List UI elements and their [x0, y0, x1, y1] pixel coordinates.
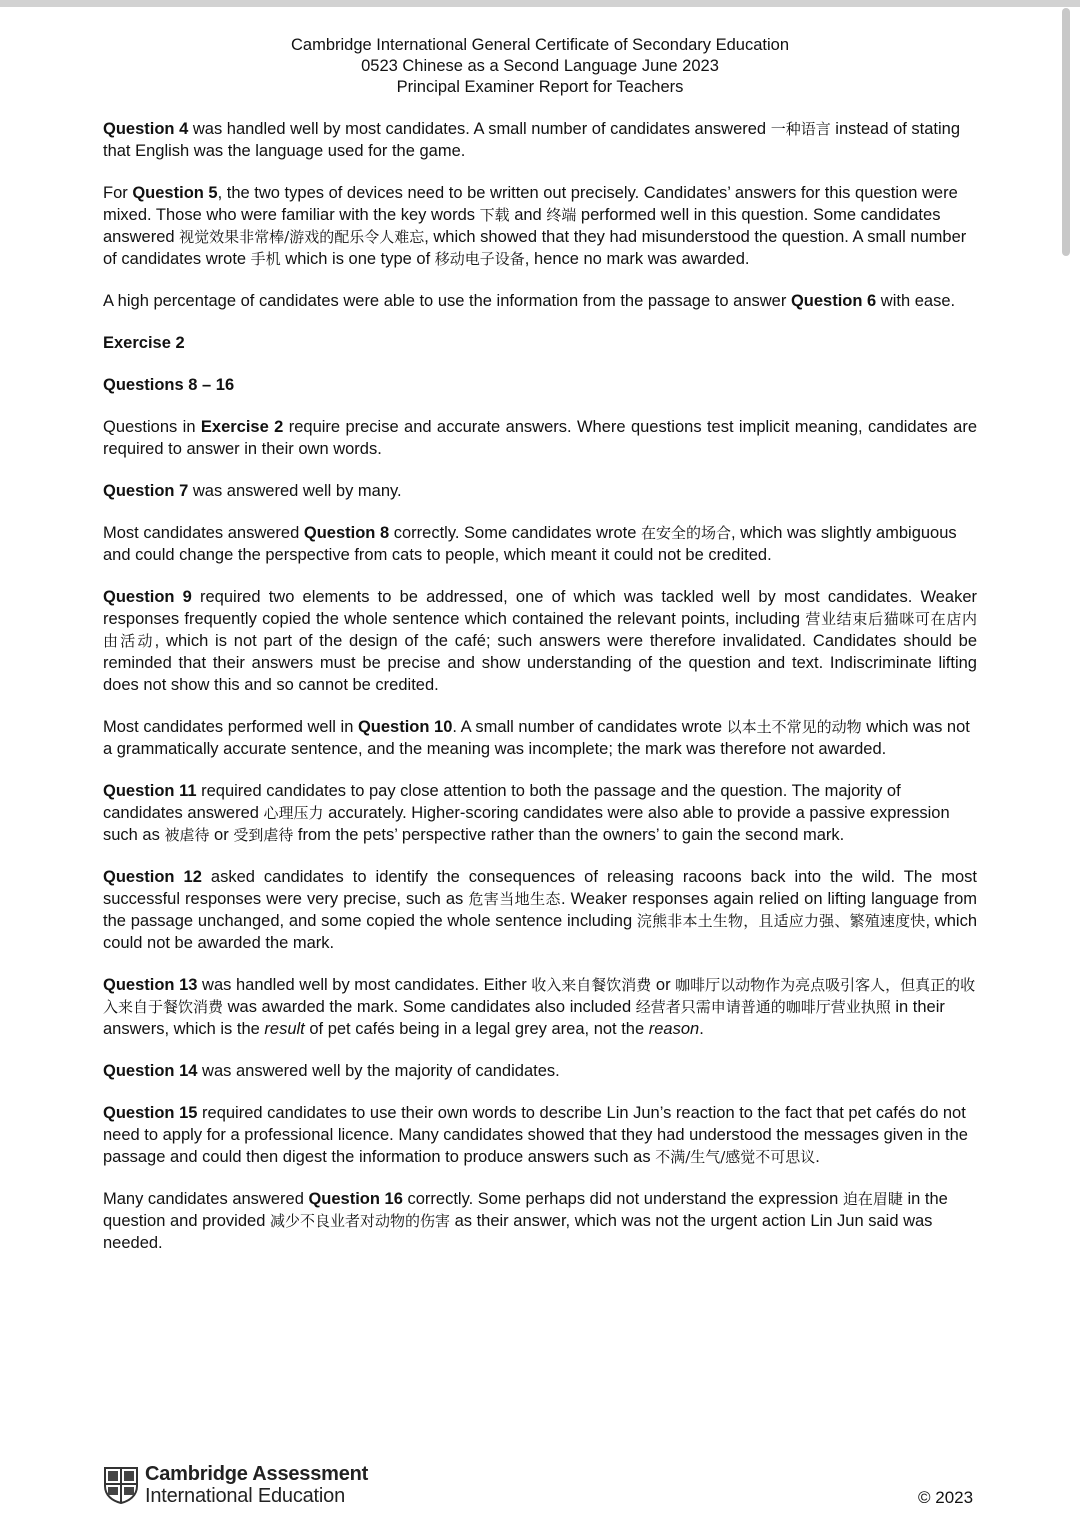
question-ref: Question 8 [303, 524, 390, 542]
paragraph-question-6 [103, 290, 977, 312]
text: required two elements to be addressed, one of which was tackled well by most candidates. Weaker responses frequently copied the whole sentence which contained the relevant points, including [103, 588, 977, 628]
text: instead of stating that English was the language used for the game. [103, 120, 961, 160]
paragraph-question-7 [103, 480, 977, 502]
text: For [103, 184, 133, 202]
copyright-notice: © 2023 [918, 1488, 974, 1507]
question-ref: Question 11 [103, 782, 197, 800]
top-toolbar-strip [0, 0, 1080, 7]
paragraph-question-8 [103, 522, 977, 566]
emphasis-text: result [264, 1020, 305, 1038]
chinese-text: 受到虐待 [233, 826, 294, 844]
chinese-text: 减少不良业者对动物的伤害 [269, 1212, 450, 1230]
text: required candidates to pay close attention to both the passage and the question. The majority of candidates answered [103, 782, 901, 822]
text: from the pets’ perspective rather than the owners’ to gain the second mark. [293, 826, 845, 844]
text: was handled well by most candidates. Either [197, 976, 532, 994]
text: Many candidates answered [103, 1190, 309, 1208]
text: or [651, 976, 676, 994]
header-line-3: Principal Examiner Report for Teachers [396, 78, 684, 96]
cambridge-logo [103, 1463, 368, 1507]
chinese-text: 迫在眉睫 [842, 1190, 903, 1208]
text: , hence no mark was awarded. [524, 250, 750, 268]
text: , which is not part of the design of the café; such answers were therefore invalidated. Candidates should be reminded that their answers must be precise and show understanding of the question and text. Indiscriminate lifting does not show this and so cannot be credited. [103, 632, 977, 694]
chinese-text: 不满/生气/感觉不可思议 [655, 1148, 816, 1166]
logo-line-1: Cambridge Assessment [145, 1463, 369, 1485]
text: . [699, 1020, 704, 1038]
text: required candidates to use their own words to describe Lin Jun’s reaction to the fact that pet cafés do not need to apply for a professional licence. Many candidates showed that they had understood the messages given in the passage and could then digest the information to produce answers such as [103, 1104, 968, 1166]
crest-icon [103, 1466, 139, 1504]
chinese-text: 终端 [546, 206, 577, 224]
text: correctly. Some candidates wrote [389, 524, 642, 542]
heading-exercise-2: Exercise 2 [103, 334, 185, 352]
text: Questions in [103, 418, 201, 436]
paragraph-question-12 [103, 866, 977, 954]
text: was awarded the mark. Some candidates also included [223, 998, 636, 1016]
header-line-2: 0523 Chinese as a Second Language June 2023 [361, 57, 719, 75]
text: correctly. Some perhaps did not understand the expression [402, 1190, 843, 1208]
question-ref: Question 6 [790, 292, 877, 310]
text: , which could not be awarded the mark. [103, 912, 977, 952]
text: was answered well by many. [188, 482, 402, 500]
chinese-text: 收入来自餐饮消费 [531, 976, 652, 994]
text: . A small number of candidates wrote [452, 718, 727, 736]
paragraph-question-13 [103, 974, 977, 1040]
question-ref: Question 12 [103, 868, 202, 886]
text: , which showed that they had misunderstood the question. A small number of candidates wrote [103, 228, 967, 268]
page-header [0, 35, 1080, 98]
paragraph-question-9 [103, 586, 977, 696]
question-ref: Question 4 [103, 120, 189, 138]
text: as their answer, which was not the urgent action Lin Jun said was needed. [103, 1212, 933, 1252]
chinese-text: 经营者只需申请普通的咖啡厅营业执照 [635, 998, 891, 1016]
text: was handled well by most candidates. A small number of candidates answered [188, 120, 771, 138]
text: , the two types of devices need to be written out precisely. Candidates’ answers for this question were mixed. Those who were familiar with the key words [103, 184, 958, 224]
paragraph-question-15 [103, 1102, 977, 1168]
paragraph-question-11 [103, 780, 977, 846]
chinese-text: 下载 [479, 206, 510, 224]
text: A high percentage of candidates were able to use the information from the passage to answer [103, 292, 791, 310]
logo-line-2: International Education [145, 1485, 345, 1507]
text: and [509, 206, 547, 224]
text: with ease. [876, 292, 956, 310]
paragraph-question-4 [103, 118, 977, 162]
text: asked candidates to identify the consequences of releasing racoons back into the wild. The most successful responses were very precise, such as [103, 868, 977, 908]
text: in their answers, which is the [103, 998, 945, 1038]
question-ref: Question 7 [103, 482, 189, 500]
text: . [815, 1148, 820, 1166]
chinese-text: 一种语言 [770, 120, 831, 138]
text: , which was slightly ambiguous and could change the perspective from cats to people, which meant it could not be credited. [103, 524, 957, 564]
chinese-text: 手机 [250, 250, 281, 268]
chinese-text: 营业结束后猫咪可在店内由活动 [103, 610, 977, 650]
exercise-ref: Exercise 2 [200, 418, 284, 436]
question-ref: Question 13 [103, 976, 198, 994]
paragraph-question-14 [103, 1060, 977, 1082]
question-ref: Question 5 [132, 184, 218, 202]
question-ref: Question 9 [103, 588, 192, 606]
text: Most candidates performed well in [103, 718, 358, 736]
text: performed well in this question. Some candidates answered [103, 206, 941, 246]
text: require precise and accurate answers. Where questions test implicit meaning, candidates are required to answer in their own words. [103, 418, 977, 458]
question-ref: Question 14 [103, 1062, 198, 1080]
text: . Weaker responses again relied on lifting language from the passage unchanged, and some copied the whole sentence including [103, 890, 977, 930]
chinese-text: 视觉效果非常棒/游戏的配乐令人难忘 [179, 228, 425, 246]
paragraph-question-10 [103, 716, 977, 760]
heading-questions-8-16: Questions 8 – 16 [103, 376, 235, 394]
chinese-text: 浣熊非本土生物，且适应力强、繁殖速度快 [636, 912, 926, 930]
text: Most candidates answered [103, 524, 304, 542]
question-ref: Question 10 [357, 718, 453, 736]
chinese-text: 以本土不常见的动物 [726, 718, 862, 736]
paragraph-question-5 [103, 182, 977, 270]
chinese-text: 心理压力 [263, 804, 324, 822]
chinese-text: 在安全的场合 [641, 524, 732, 542]
chinese-text: 咖啡厅以动物作为亮点吸引客人，但真正的收入来自于餐饮消费 [103, 976, 976, 1016]
report-body [103, 118, 977, 1274]
text: accurately. Higher-scoring candidates were also able to provide a passive expression such as [103, 804, 950, 844]
text: in the question and provided [103, 1190, 948, 1230]
text: was answered well by the majority of candidates. [197, 1062, 560, 1080]
paragraph-exercise-2-intro [103, 416, 977, 460]
text: which was not a grammatically accurate sentence, and the meaning was incomplete; the mark was therefore not awarded. [103, 718, 970, 758]
header-line-1: Cambridge International General Certificate of Secondary Education [290, 36, 790, 54]
text: or [209, 826, 234, 844]
emphasis-text: reason [648, 1020, 700, 1038]
question-ref: Question 16 [308, 1190, 403, 1208]
chinese-text: 被虐待 [164, 826, 210, 844]
paragraph-question-16 [103, 1188, 977, 1254]
text: of pet cafés being in a legal grey area, not the [304, 1020, 649, 1038]
question-ref: Question 15 [103, 1104, 198, 1122]
chinese-text: 危害当地生态 [468, 890, 562, 908]
text: which is one type of [280, 250, 435, 268]
chinese-text: 移动电子设备 [434, 250, 525, 268]
